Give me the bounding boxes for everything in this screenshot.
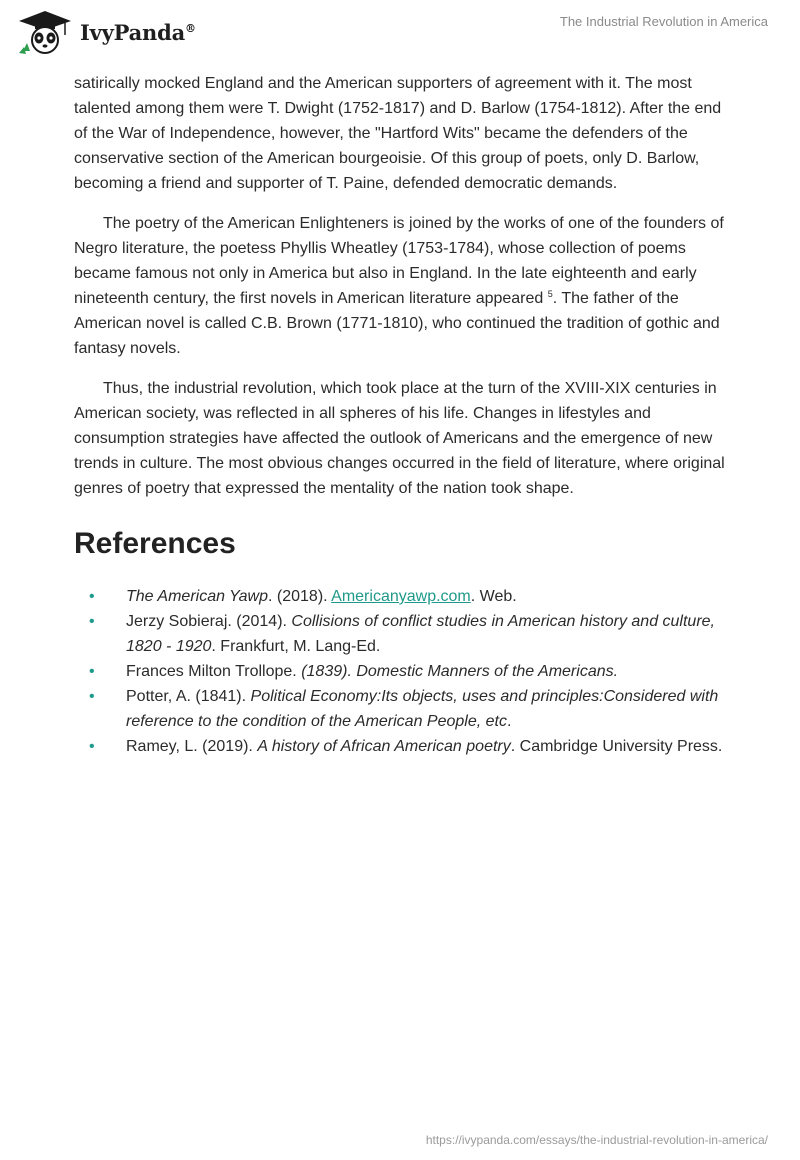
footnote-ref[interactable]: 5 — [547, 289, 553, 299]
document-title: The Industrial Revolution in America — [559, 14, 768, 29]
bullet-icon: • — [89, 663, 95, 680]
brand-name: IvyPanda® — [80, 19, 196, 45]
reference-link[interactable]: Americanyawp.com — [331, 588, 471, 605]
paragraph: Thus, the industrial revolution, which took place at the turn of the XVIII-XIX centuries in American society, was reflected in all spheres of his life. Changes in lifestyles and consumption strategies have affected the outlook of Americans and the emergence of new trends in culture. The most obvious changes occurred in the field of literature, where original genres of poetry that expressed the mentality of the nation took shape. — [74, 380, 725, 497]
references-list — [74, 584, 726, 759]
reference-item: • Frances Milton Trollope. (1839). Domestic Manners of the Americans. — [74, 659, 726, 684]
page-header — [0, 0, 800, 60]
paragraph: The poetry of the American Enlighteners is joined by the works of one of the founders of Negro literature, the poetess Phyllis Wheatley (1753-1784), whose collection of poems became famous not only in America but also in England. In the late eighteenth and early nineteenth century, the first novels in American literature appeared $^5$. The father of the American novel is called C.B. Brown (1771-1810), who continued the tradition of gothic and fantasy novels. — [74, 215, 724, 357]
references-heading: References — [74, 527, 236, 560]
ivypanda-logo[interactable] — [16, 9, 196, 55]
bullet-icon: • — [89, 613, 95, 630]
reference-item: • Ramey, L. (2019). A history of African American poetry. Cambridge University Press. — [74, 734, 726, 759]
reference-item: • Jerzy Sobieraj. (2014). Collisions of conflict studies in American history and culture, 1820 - 1920. Frankfurt, M. Lang-Ed. — [74, 609, 726, 659]
paragraph: satirically mocked England and the American supporters of agreement with it. The most talented among them were T. Dwight (1752-1817) and D. Barlow (1754-1812). After the end of the War of Independence, however, the "Hartford Wits" became the defenders of the conservative section of the American bourgeoisie. Of this group of poets, only D. Barlow, becoming a friend and supporter of T. Paine, defended democratic demands. — [74, 75, 722, 192]
bullet-icon: • — [89, 588, 95, 605]
reference-item: • The American Yawp. (2018). Americanyawp.com. Web. — [74, 584, 726, 609]
source-url[interactable]: https://ivypanda.com/essays/the-industrial-revolution-in-america/ — [425, 1133, 768, 1147]
reference-item: • Potter, A. (1841). Political Economy:Its objects, uses and principles:Considered with reference to the condition of the American People, etc. — [74, 684, 726, 734]
article-content — [74, 71, 726, 759]
bullet-icon: • — [89, 688, 95, 705]
panda-graduate-icon — [16, 9, 74, 55]
bullet-icon: • — [89, 738, 95, 755]
